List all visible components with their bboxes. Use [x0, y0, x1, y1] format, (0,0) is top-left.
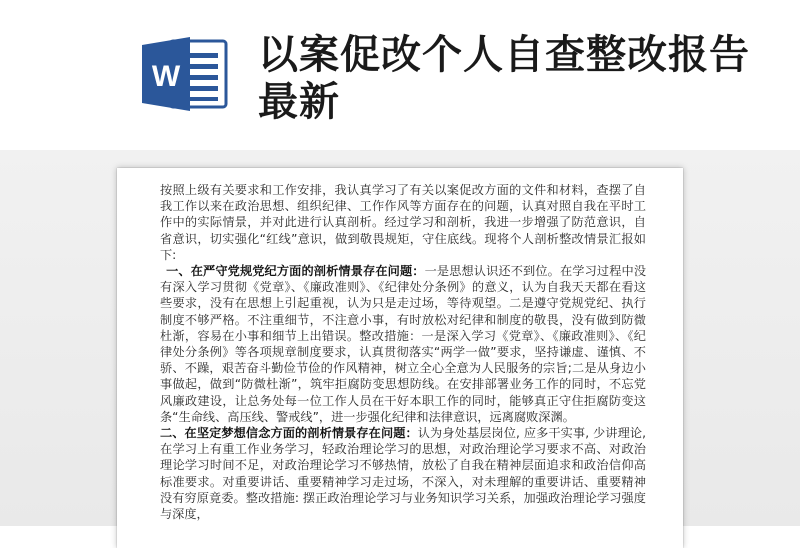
section-1-body: 一是思想认识还不到位。在学习过程中没有深入学习贯彻《党章》、《廉政准则》、《纪律处分条例》的意义，认为自我天天都在看这些要求，没有在思想上引起重视，认为只是走过场，等待观望。二是遵守党规党纪、执行制度不够严格。不注重细节，不注意小事，有时放松对纪律和制度的敬畏，没有做到防微杜渐，容易在小事和细节上出错误。整改措施：一是深入学习《党章》、《廉政准则》、《纪律处分条例》等各项规章制度要求，认真贯彻落实“两学一做”要求，坚持谦虚、谨慎、不骄、不躁，艰苦奋斗勤俭节俭的作风精神，树立全心全意为人民服务的宗旨;二是从身边小事做起，做到“防微杜渐”，筑牢拒腐防变思想防线。在安排部署业务工作的同时，不忘党风廉政建设，让总务处每一位工作人员在干好本职工作的同时，能够真正守住拒腐防变这条“生命线、高压线、警戒线”，进一步强化纪律和法律意识，远离腐败深渊。: [160, 264, 647, 424]
document-body: [160, 182, 646, 522]
intro-paragraph: 按照上级有关要求和工作安排，我认真学习了有关以案促改方面的文件和材料，查摆了自我工作以来在政治思想、组织纪律、工作作风等方面存在的问题，认真对照自我在平时工作中的实际情景，并对此进行认真剖析。经过学习和剖析，我进一步增强了防范意识，自省意识，切实强化“红线”意识，做到敬畏规矩，守住底线。现将个人剖析整改情景汇报如下:: [160, 183, 646, 262]
document-page: [117, 168, 683, 548]
section-2-heading: 二、在坚定梦想信念方面的剖析情景存在问题：: [160, 426, 418, 441]
header: [0, 0, 800, 150]
word-document-icon: [140, 35, 230, 113]
section-1-paragraph: [160, 263, 646, 425]
svg-text:W: W: [151, 60, 181, 93]
section-1-heading: 一、在严守党规党纪方面的剖析情景存在问题：: [166, 264, 425, 279]
section-2-body: 认为身处基层岗位, 应多干实事, 少讲理论, 在学习上有重工作业务学习，轻政治理论学习的思想，对政治理论学习要求不高、对政治理论学习时间不足，对政治理论学习不够热情，放松了自我在精神层面追求和政治信仰高标准要求。对重要讲话、重要精神学习走过场，不深入，对未理解的重要讲话、重要精神没有穷原竟委。整改措施: 摆正政治理论学习与业务知识学习关系，加强政治理论学习强度与深度，: [160, 426, 647, 522]
page-title: 以案促改个人自查整改报告最新: [258, 32, 750, 125]
section-2-paragraph: [160, 425, 646, 522]
